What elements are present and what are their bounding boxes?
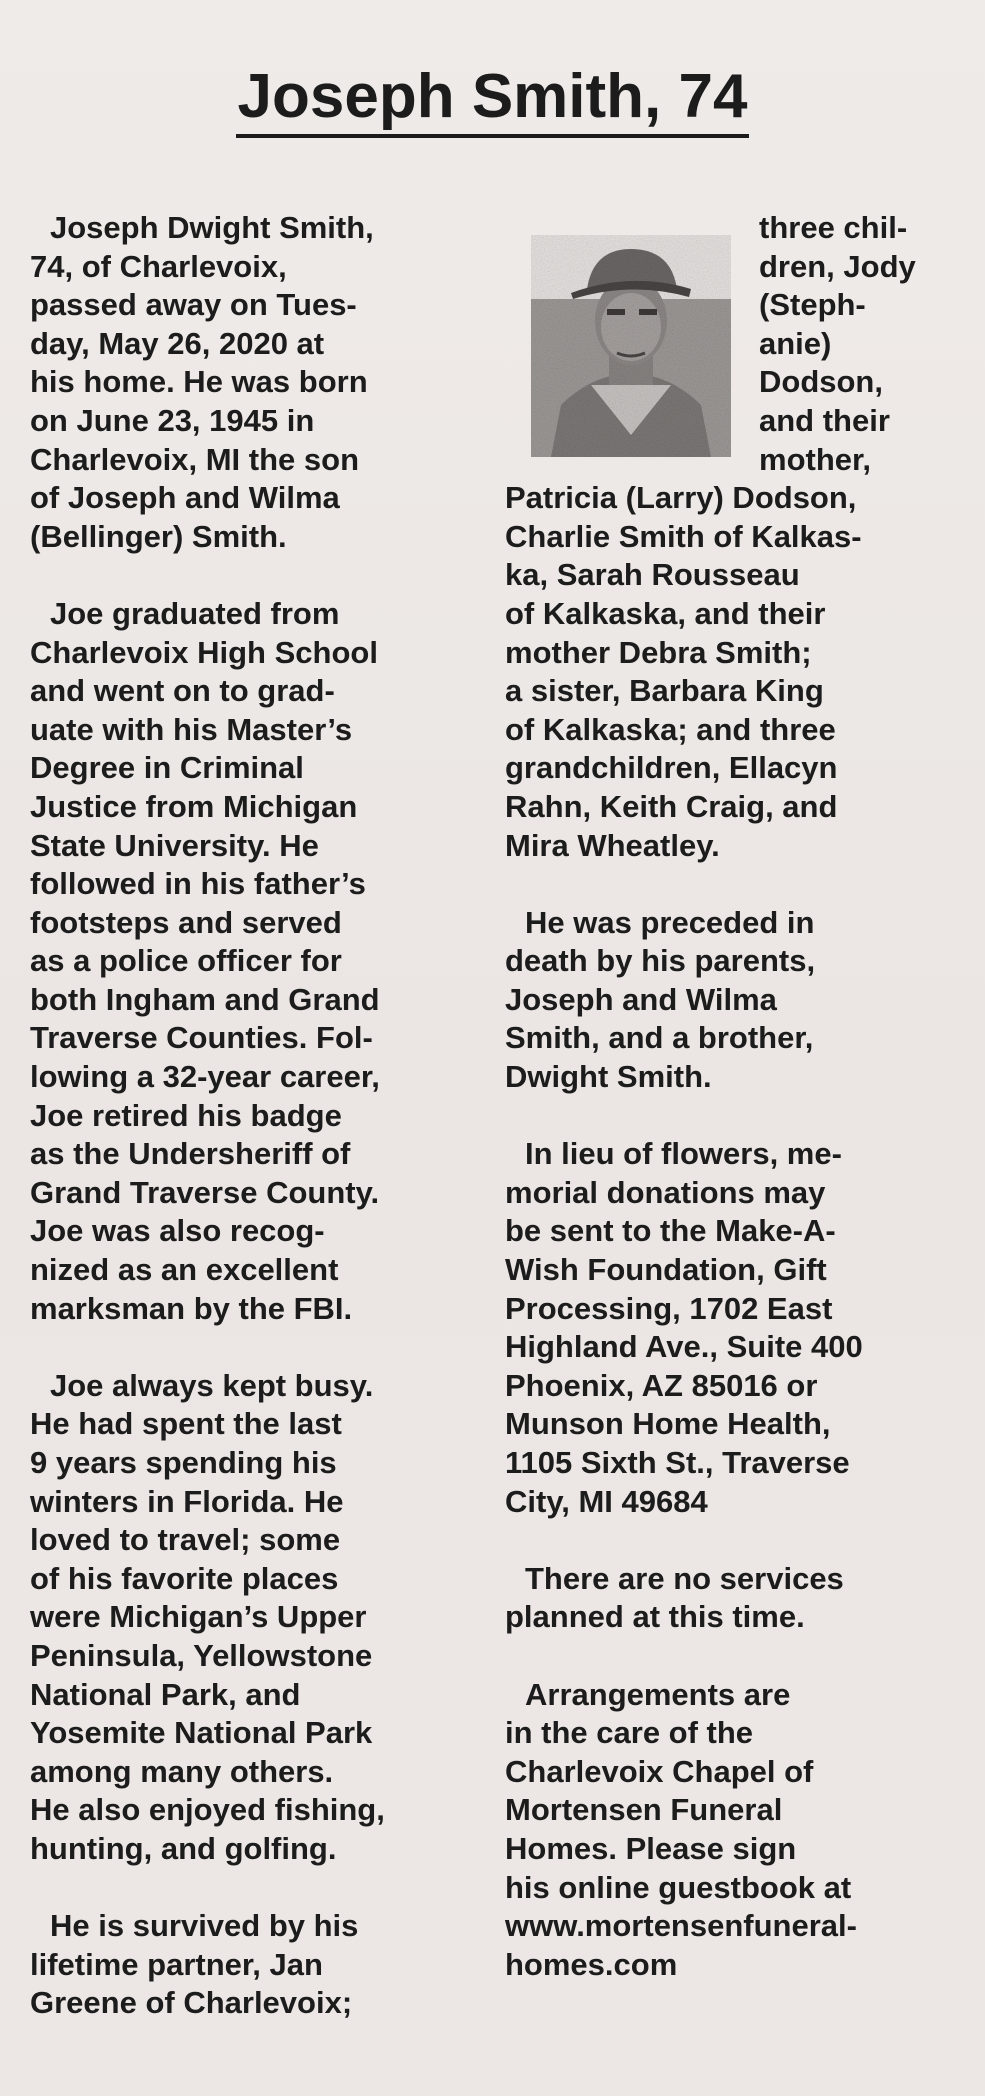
paragraph (30, 209, 460, 556)
text-line: Patricia (Larry) Dodson, (505, 480, 857, 516)
paragraph (30, 1907, 460, 2023)
text-line: ka, Sarah Rousseau (505, 557, 800, 593)
text-line: as the Undersheriff of (30, 1136, 351, 1172)
text-line: Traverse Counties. Fol- (30, 1020, 373, 1056)
text-line: Highland Ave., Suite 400 (505, 1329, 863, 1365)
text-line: Charlie Smith of Kalkas- (505, 518, 862, 554)
text-line: his home. He was born (30, 364, 368, 400)
text-line: He also enjoyed fishing, (30, 1792, 385, 1828)
text-line: grandchildren, Ellacyn (505, 750, 838, 786)
text-line: 1105 Sixth St., Traverse (505, 1445, 850, 1480)
text-line: of Joseph and Wilma (30, 480, 340, 516)
text-beside-photo (759, 209, 916, 479)
paragraph-gap (505, 1521, 955, 1560)
paragraph-gap (30, 1328, 460, 1367)
right-column (505, 209, 955, 1984)
text-line: of Kalkaska, and their (505, 595, 826, 631)
text-line: Dwight Smith. (505, 1059, 712, 1095)
left-column (30, 209, 460, 2023)
text-line: nized as an excellent (30, 1252, 339, 1288)
text-line: in the care of the (505, 1715, 754, 1751)
paragraph-gap (30, 1869, 460, 1908)
text-line: winters in Florida. He (30, 1483, 344, 1519)
paragraph-gap (505, 1637, 955, 1676)
text-line: City, MI 49684 (505, 1483, 708, 1519)
text-line: hunting, and golfing. (30, 1830, 337, 1866)
text-line: Joseph and Wilma (505, 981, 777, 1017)
portrait-photo (531, 235, 731, 457)
text-line: homes.com (505, 1946, 678, 1982)
paragraph (30, 1367, 460, 1869)
text-line: lifetime partner, Jan (30, 1946, 323, 1982)
text-line: Degree in Criminal (30, 750, 304, 786)
text-line: Arrangements are (525, 1676, 791, 1712)
text-line: Yosemite National Park (30, 1715, 373, 1751)
paragraph (30, 595, 460, 1328)
text-line: Greene of Charlevoix; (30, 1985, 353, 2021)
text-line: Joe was also recog- (30, 1213, 325, 1249)
text-line: Joseph Dwight Smith, (50, 210, 374, 245)
text-line: three chil- (759, 210, 908, 245)
text-line: morial donations may (505, 1174, 826, 1210)
text-line: day, May 26, 2020 at (30, 325, 325, 361)
paragraph-gap (505, 865, 955, 904)
paragraph (505, 904, 955, 1097)
text-line: In lieu of flowers, me- (525, 1136, 842, 1172)
text-line: and their (759, 402, 890, 438)
text-line: both Ingham and Grand (30, 981, 380, 1017)
text-line: marksman by the FBI. (30, 1290, 353, 1326)
text-line: He is survived by his (50, 1908, 359, 1944)
photo-row (505, 209, 955, 479)
text-line: 9 years spending his (30, 1445, 337, 1480)
text-line: lowing a 32-year career, (30, 1059, 380, 1095)
text-line: be sent to the Make-A- (505, 1213, 836, 1249)
text-line: Joe always kept busy. (50, 1367, 374, 1403)
text-line: Charlevoix Chapel of (505, 1753, 814, 1789)
text-line: Joe retired his badge (30, 1097, 342, 1133)
text-line: Justice from Michigan (30, 788, 358, 824)
text-line: He had spent the last (30, 1406, 342, 1442)
text-line: Peninsula, Yellowstone (30, 1637, 373, 1673)
text-line: uate with his Master’s (30, 711, 353, 747)
text-line: anie) (759, 325, 832, 361)
text-line: www.mortensenfuneral- (505, 1908, 857, 1944)
text-line: State University. He (30, 827, 319, 863)
text-line: Phoenix, AZ 85016 or (505, 1367, 818, 1403)
obituary-title: Joseph Smith, 74 (236, 62, 750, 138)
text-line: on June 23, 1945 in (30, 402, 315, 438)
paragraph (505, 479, 955, 865)
text-line: Dodson, (759, 364, 883, 400)
text-line: Wish Foundation, Gift (505, 1252, 827, 1288)
text-line: Charlevoix, MI the son (30, 441, 360, 477)
text-line: Munson Home Health, (505, 1406, 831, 1442)
right-column-body (505, 479, 955, 1984)
text-line: Homes. Please sign (505, 1830, 797, 1866)
text-line: Mortensen Funeral (505, 1792, 783, 1828)
text-line: followed in his father’s (30, 866, 366, 902)
text-line: National Park, and (30, 1676, 301, 1712)
paragraph-gap (30, 556, 460, 595)
text-line: There are no services (525, 1560, 844, 1596)
headline (0, 62, 985, 138)
text-line: were Michigan’s Upper (30, 1599, 367, 1635)
text-line: among many others. (30, 1753, 334, 1789)
paragraph (505, 1560, 955, 1637)
text-line: Mira Wheatley. (505, 827, 720, 863)
text-line: loved to travel; some (30, 1522, 341, 1558)
paragraph (505, 1135, 955, 1521)
text-line: He was preceded in (525, 904, 815, 940)
text-line: of his favorite places (30, 1560, 339, 1596)
text-line: Grand Traverse County. (30, 1174, 380, 1210)
text-line: of Kalkaska; and three (505, 711, 836, 747)
text-line: as a police officer for (30, 943, 342, 979)
text-line: Joe graduated from (50, 595, 340, 631)
text-line: Smith, and a brother, (505, 1020, 814, 1056)
paragraph-gap (505, 1097, 955, 1136)
text-line: his online guestbook at (505, 1869, 852, 1905)
text-line: passed away on Tues- (30, 287, 357, 323)
text-line: (Steph- (759, 287, 866, 323)
text-line: dren, Jody (759, 248, 916, 284)
text-line: mother, (759, 441, 871, 477)
text-line: Charlevoix High School (30, 634, 378, 670)
text-line: 74, of Charlevoix, (30, 248, 287, 284)
text-line: planned at this time. (505, 1599, 805, 1635)
text-line: Rahn, Keith Craig, and (505, 788, 838, 824)
text-line: Processing, 1702 East (505, 1290, 833, 1326)
text-line: a sister, Barbara King (505, 673, 824, 709)
text-line: mother Debra Smith; (505, 634, 812, 670)
text-line: death by his parents, (505, 943, 816, 979)
paragraph (505, 1676, 955, 1985)
text-line: (Bellinger) Smith. (30, 518, 287, 554)
text-line: footsteps and served (30, 904, 342, 940)
text-line: and went on to grad- (30, 673, 335, 709)
